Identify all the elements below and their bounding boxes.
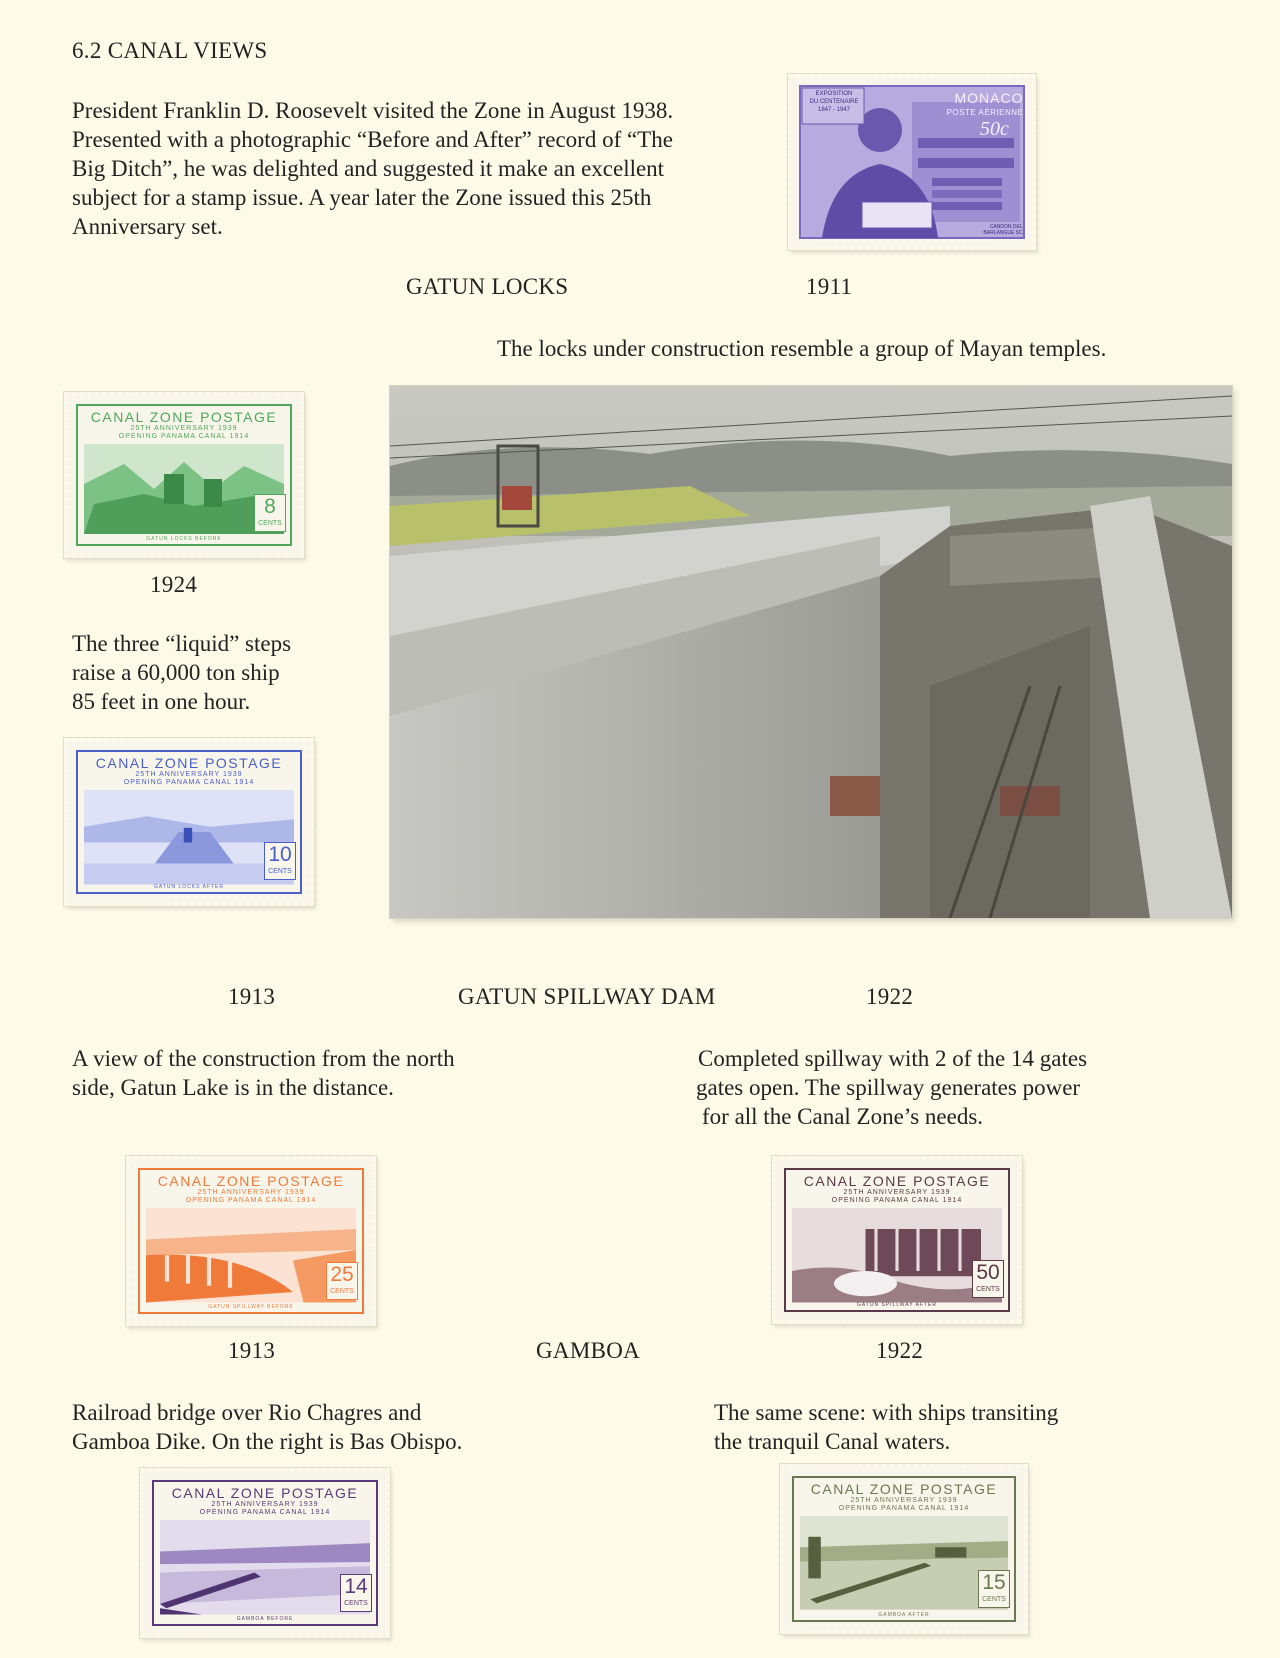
stamp-header: CANAL ZONE POSTAGE bbox=[171, 1485, 359, 1501]
gamboa-right-text bbox=[714, 1398, 1058, 1456]
stamp-anniversary: 25TH ANNIVERSARY 1939 bbox=[211, 1501, 319, 1508]
stamp-header: CANAL ZONE POSTAGE bbox=[803, 1173, 991, 1189]
stamp-anniversary: 25TH ANNIVERSARY 1939 bbox=[850, 1497, 958, 1504]
year-label: 1922 bbox=[866, 984, 914, 1009]
stamp-opening: OPENING PANAMA CANAL 1914 bbox=[199, 1509, 331, 1516]
note-line: raise a 60,000 ton ship bbox=[72, 660, 280, 685]
stamp-scene bbox=[800, 1516, 1008, 1610]
stamp-header: CANAL ZONE POSTAGE bbox=[95, 755, 283, 771]
intro-line: Presented with a photographic “Before and After” record of “The bbox=[72, 127, 673, 152]
year-label: 1913 bbox=[228, 984, 276, 1009]
stamp-cents: CENTS bbox=[330, 1288, 354, 1295]
stamp-anniversary: 25TH ANNIVERSARY 1939 bbox=[135, 771, 243, 778]
stamp-caption: GATUN LOCKS AFTER bbox=[154, 884, 224, 890]
text-line: A view of the construction from the north bbox=[72, 1046, 455, 1071]
intro-line: Anniversary set. bbox=[72, 214, 223, 239]
stamp-value: 15 bbox=[982, 1571, 1006, 1594]
stamp-header: CANAL ZONE POSTAGE bbox=[157, 1173, 345, 1189]
text-line: Gamboa Dike. On the right is Bas Obispo. bbox=[72, 1429, 463, 1454]
stamp-cents: CENTS bbox=[344, 1600, 368, 1607]
stamp-caption: GATUN LOCKS BEFORE bbox=[146, 536, 222, 542]
stamp-header: CANAL ZONE POSTAGE bbox=[90, 409, 278, 425]
stamp-cents: CENTS bbox=[268, 868, 292, 875]
intro-paragraph bbox=[72, 96, 673, 241]
stamp-cents: CENTS bbox=[982, 1596, 1006, 1603]
monaco-stamp bbox=[788, 74, 1036, 250]
section-title-gamboa: GAMBOA bbox=[536, 1338, 641, 1363]
stamp-value: 25 bbox=[330, 1263, 354, 1286]
intro-line: Big Ditch”, he was delighted and suggested it make an excellent bbox=[72, 156, 665, 181]
text-line: the tranquil Canal waters. bbox=[714, 1429, 951, 1454]
stamp-scene bbox=[792, 1208, 1002, 1303]
stamp-caption: GAMBOA BEFORE bbox=[236, 1616, 294, 1622]
intro-line: subject for a stamp issue. A year later the Zone issued this 25th bbox=[72, 185, 652, 210]
monaco-subtitle: POSTE AÉRIENNE bbox=[946, 108, 1024, 117]
gamboa-left-text bbox=[72, 1398, 462, 1456]
stamp-anniversary: 25TH ANNIVERSARY 1939 bbox=[130, 425, 238, 432]
canal-stamp-15c bbox=[780, 1464, 1028, 1634]
photo-artwork bbox=[390, 386, 1232, 918]
year-label: 1911 bbox=[806, 274, 853, 299]
section-title-spillway: GATUN SPILLWAY DAM bbox=[458, 984, 716, 1009]
text-line: Railroad bridge over Rio Chagres and bbox=[72, 1400, 422, 1425]
year-label: 1922 bbox=[876, 1338, 924, 1363]
stamp-opening: OPENING PANAMA CANAL 1914 bbox=[838, 1505, 970, 1512]
canal-stamp-8c bbox=[64, 392, 304, 558]
photo-caption: The locks under construction resemble a group of Mayan temples. bbox=[497, 336, 1107, 361]
stamp-scene bbox=[146, 1208, 356, 1303]
stamp-opening: OPENING PANAMA CANAL 1914 bbox=[185, 1197, 317, 1204]
canal-stamp-50c bbox=[772, 1156, 1022, 1324]
stamp-anniversary: 25TH ANNIVERSARY 1939 bbox=[197, 1189, 305, 1196]
stamp-value: 50 bbox=[976, 1261, 1000, 1284]
monaco-value: 50c bbox=[980, 118, 1009, 140]
stamp-value: 14 bbox=[344, 1575, 368, 1598]
stamp-caption: GATUN SPILLWAY BEFORE bbox=[208, 1304, 294, 1310]
spillway-right-text bbox=[698, 1044, 1087, 1131]
canal-stamp-10c bbox=[64, 738, 314, 906]
spillway-left-text bbox=[72, 1044, 455, 1102]
text-line: Completed spillway with 2 of the 14 gates bbox=[698, 1046, 1088, 1071]
stamp-cents: CENTS bbox=[258, 520, 282, 527]
year-label: 1913 bbox=[228, 1338, 276, 1363]
text-line: The same scene: with ships transiting bbox=[714, 1400, 1059, 1425]
section-title-gatun-locks: GATUN LOCKS bbox=[406, 274, 569, 299]
text-line: gates open. The spillway generates power bbox=[696, 1075, 1081, 1100]
stamp-value: 10 bbox=[268, 843, 292, 866]
monaco-engraver: CANDON DEL. BARLANGUE SC. bbox=[983, 224, 1024, 236]
text-line: for all the Canal Zone’s needs. bbox=[702, 1104, 984, 1129]
stamp-caption: GATUN SPILLWAY AFTER bbox=[856, 1302, 937, 1308]
stamp-cents: CENTS bbox=[976, 1286, 1000, 1293]
canal-stamp-14c bbox=[140, 1468, 390, 1638]
note-line: The three “liquid” steps bbox=[72, 631, 292, 656]
stamp-caption: GAMBOA AFTER bbox=[878, 1612, 930, 1618]
intro-line: President Franklin D. Roosevelt visited the Zone in August 1938. bbox=[72, 98, 674, 123]
stamp-header: CANAL ZONE POSTAGE bbox=[810, 1481, 998, 1497]
stamp-opening: OPENING PANAMA CANAL 1914 bbox=[831, 1197, 963, 1204]
monaco-expo-text: EXPOSITION DU CENTENAIRE 1847 - 1947 bbox=[809, 91, 859, 113]
locks-note bbox=[72, 629, 291, 716]
stamp-anniversary: 25TH ANNIVERSARY 1939 bbox=[843, 1189, 951, 1196]
note-line: 85 feet in one hour. bbox=[72, 689, 251, 714]
gatun-locks-photograph bbox=[390, 386, 1232, 918]
canal-stamp-25c bbox=[126, 1156, 376, 1326]
stamp-opening: OPENING PANAMA CANAL 1914 bbox=[123, 779, 255, 786]
stamp-scene bbox=[160, 1520, 370, 1615]
text-line: side, Gatun Lake is in the distance. bbox=[72, 1075, 394, 1100]
page-title: 6.2 CANAL VIEWS bbox=[72, 38, 268, 63]
stamp-value: 8 bbox=[264, 495, 276, 518]
monaco-country: MONACO bbox=[954, 90, 1024, 106]
year-label: 1924 bbox=[150, 572, 198, 597]
stamp-scene bbox=[84, 790, 294, 885]
stamp-opening: OPENING PANAMA CANAL 1914 bbox=[118, 433, 250, 440]
